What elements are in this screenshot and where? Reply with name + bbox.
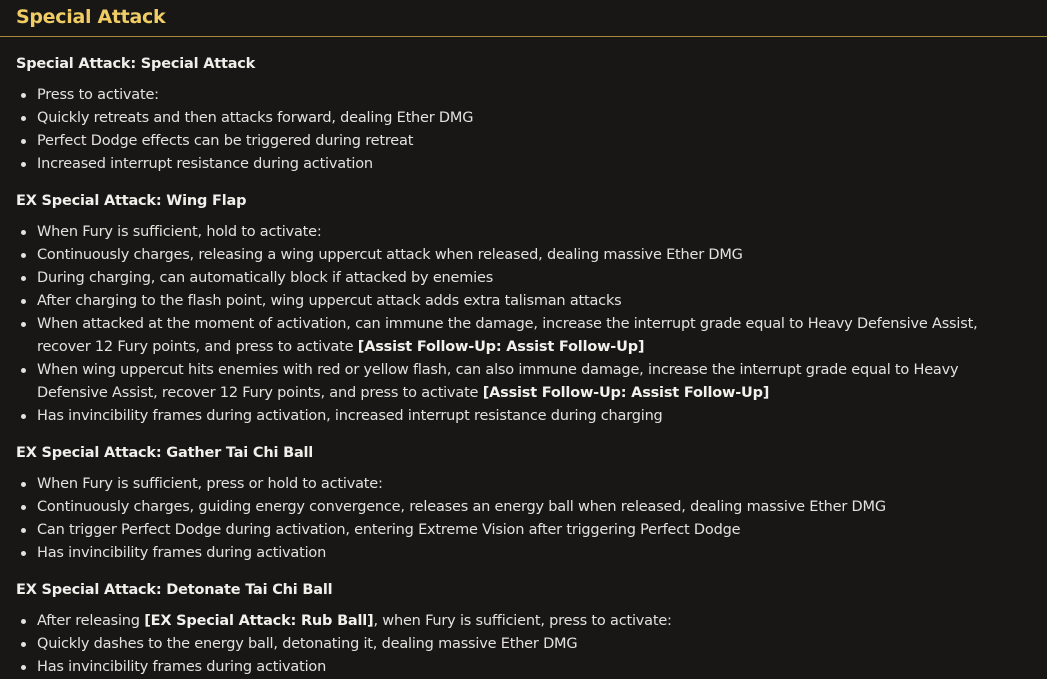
item-text: During charging, can automatically block if attacked by enemies xyxy=(37,270,494,286)
item-text: When attacked at the moment of activation, can immune the damage, increase the interrupt grade equal to Heavy Defensive Assist, recover 12 Fury points, and press to activate xyxy=(37,316,978,355)
item-text: Has invincibility frames during activation, increased interrupt resistance during charging xyxy=(37,408,663,424)
list-item xyxy=(16,496,1023,519)
skill-block-special-attack xyxy=(16,54,1023,176)
item-text: After charging to the flash point, wing uppercut attack adds extra talisman attacks xyxy=(37,293,622,309)
item-text: Has invincibility frames during activation xyxy=(37,659,327,675)
list-item xyxy=(16,290,1023,313)
list-item xyxy=(16,130,1023,153)
skill-reference: [EX Special Attack: Rub Ball] xyxy=(144,613,374,629)
skill-list xyxy=(16,473,1023,565)
item-text: Press to activate: xyxy=(37,87,159,103)
item-text: Continuously charges, releasing a wing uppercut attack when released, dealing massive Ether DMG xyxy=(37,247,743,263)
item-text: Has invincibility frames during activation xyxy=(37,545,327,561)
list-item xyxy=(16,656,1023,679)
section-title: Special Attack xyxy=(16,6,166,28)
skill-heading: Special Attack: Special Attack xyxy=(16,56,256,72)
item-text: After releasing xyxy=(37,613,145,629)
list-item xyxy=(16,610,1023,633)
item-text: Quickly dashes to the energy ball, detonating it, dealing massive Ether DMG xyxy=(37,636,578,652)
list-item xyxy=(16,359,1023,405)
item-text: Perfect Dodge effects can be triggered during retreat xyxy=(37,133,414,149)
skill-list xyxy=(16,84,1023,176)
list-item xyxy=(16,313,1023,359)
list-item xyxy=(16,153,1023,176)
list-item xyxy=(16,519,1023,542)
item-text: , when Fury is sufficient, press to activate: xyxy=(373,613,672,629)
list-item xyxy=(16,267,1023,290)
list-item xyxy=(16,633,1023,656)
list-item xyxy=(16,84,1023,107)
item-text: Quickly retreats and then attacks forward, dealing Ether DMG xyxy=(37,110,474,126)
skill-heading: EX Special Attack: Detonate Tai Chi Ball xyxy=(16,582,333,598)
skill-list xyxy=(16,221,1023,428)
list-item xyxy=(16,405,1023,428)
item-text: Continuously charges, guiding energy convergence, releases an energy ball when released, dealing massive Ether DMG xyxy=(37,499,886,515)
item-text: When wing uppercut hits enemies with red or yellow flash, can also immune damage, increase the interrupt grade equal to Heavy Defensive Assist, recover 12 Fury points, and press to activate xyxy=(37,362,959,401)
list-item xyxy=(16,473,1023,496)
item-text: When Fury is sufficient, press or hold to activate: xyxy=(37,476,383,492)
list-item xyxy=(16,221,1023,244)
item-text: When Fury is sufficient, hold to activate: xyxy=(37,224,322,240)
list-item xyxy=(16,107,1023,130)
skill-block-detonate-tai-chi-ball xyxy=(16,580,1023,679)
skill-block-gather-tai-chi-ball xyxy=(16,443,1023,565)
title-divider xyxy=(0,36,1047,37)
list-item xyxy=(16,542,1023,565)
skill-reference: [Assist Follow-Up: Assist Follow-Up] xyxy=(357,339,645,355)
skill-reference: [Assist Follow-Up: Assist Follow-Up] xyxy=(482,385,770,401)
skill-block-wing-flap xyxy=(16,191,1023,428)
item-text: Increased interrupt resistance during activation xyxy=(37,156,373,172)
skill-list xyxy=(16,610,1023,679)
list-item xyxy=(16,244,1023,267)
skill-heading: EX Special Attack: Gather Tai Chi Ball xyxy=(16,445,314,461)
item-text: Can trigger Perfect Dodge during activation, entering Extreme Vision after triggering Perfect Dodge xyxy=(37,522,741,538)
skill-heading: EX Special Attack: Wing Flap xyxy=(16,193,247,209)
